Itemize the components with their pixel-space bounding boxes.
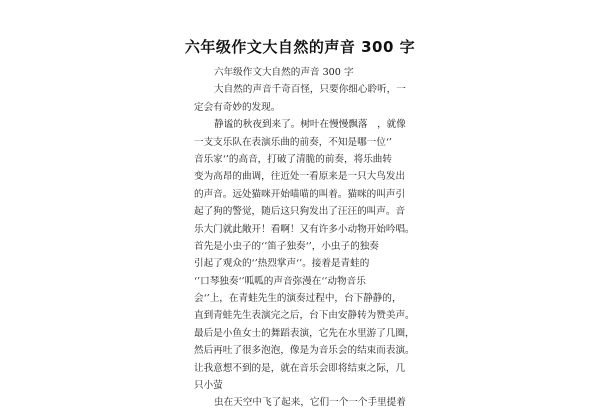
- body-line: 最后是小鱼女士的舞蹈表演，它先在水里游了几圈，: [194, 327, 415, 339]
- body-line: 一支支乐队在表演乐曲的前奏，不知是哪一位‘’: [194, 136, 392, 148]
- body-line: 的声音。远处猫咪开始喵喵的叫着。猫咪的叫声引: [194, 188, 406, 200]
- body-line: 让我意想不到的是，就在音乐会即将结束之际，几: [194, 362, 406, 374]
- body-line: ‘’口琴独奏‘’呱呱的声音弥漫在‘’动物音乐: [194, 275, 366, 287]
- body-line: 乐大门就此敞开！看啊！又有许多小动物开始吟唱。: [194, 223, 415, 235]
- body-line: 只小萤: [194, 380, 223, 392]
- body-line: 六年级作文大自然的声音 300 字: [214, 67, 354, 78]
- body-line: 大自然的声音千奇百怪，只要你细心聆听，一: [214, 84, 406, 96]
- body-line: 会‘’上，在青蛙先生的演奏过程中，台下静静的，: [194, 293, 402, 305]
- document-body: [194, 64, 415, 412]
- body-line: 直到青蛙先生表演完之后，台下由安静转为赞美声。: [194, 310, 415, 322]
- body-line: 音乐家‘’的高音，打破了清脆的前奏，将乐曲转: [194, 153, 392, 165]
- document-title: 六年级作文大自然的声音 300 字: [184, 38, 416, 56]
- body-line: 静谧的秋夜到来了。树叶在慢慢飘落 ，就像: [214, 119, 406, 131]
- body-line: 变为高昂的曲调，往近处一看原来是一只大鸟发出: [194, 171, 406, 183]
- body-line: 虫在天空中飞了起来，它们一个一个手里提着: [214, 397, 406, 409]
- body-line: 首先是小虫子的‘’笛子独奏‘’，小虫子的独奏: [194, 240, 379, 252]
- body-line: 引起了观众的‘’热烈掌声‘’。接着是青蛙的: [194, 258, 370, 270]
- body-line: 然后再吐了很多泡泡，像是为音乐会的结束而表演。: [194, 345, 415, 357]
- body-line: 定会有奇妙的发现。: [194, 101, 281, 113]
- body-line: 起了狗的警觉，随后这只狗发出了汪汪的叫声。音: [194, 206, 406, 218]
